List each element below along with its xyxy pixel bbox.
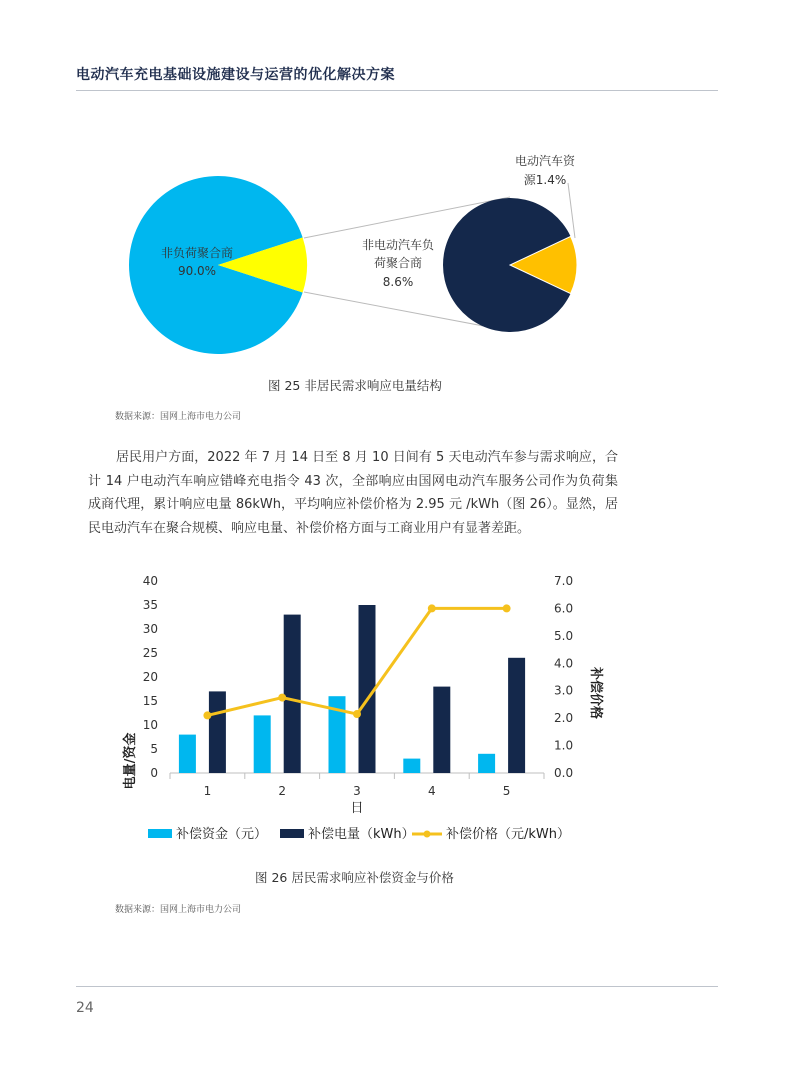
running-header-title: 电动汽车充电基础设施建设与运营的优化解决方案 [76,67,395,83]
line-price-point [353,710,361,718]
combo-bar-line-chart [0,568,793,858]
x-axis-label: 日 [350,801,364,816]
y2-axis-label: 补偿价格 [588,666,603,720]
x-tick-label: 2 [278,784,287,798]
legend-marker-price [424,831,431,838]
main-pie [129,176,307,354]
leader-line-ev [568,183,575,238]
x-tick-label: 4 [427,784,436,798]
y2-tick-label: 3.0 [554,683,574,698]
bar-energy [433,687,450,773]
bar-funds [179,735,196,773]
body-paragraph: 居民用户方面，2022 年 7 月 14 日至 8 月 10 日间有 5 天电动汽车参与需求响应，合计 14 户电动汽车响应错峰充电指令 43 次，全部响应由国网电动汽车服务公司作为负荷集成商代理，累计响应电量 86kWh，平均响应补偿价格为 2.95 元 /kWh（图 26）。显然，居民电动汽车在聚合规模、响应电量、补偿价格方面与工商业用户有显著差距。 [88,450,618,536]
bar-energy [508,658,525,773]
footer-divider [76,986,718,987]
bar-energy [284,615,301,773]
page-number: 24 [76,1000,94,1016]
pie-label-ev-line2: 源1.4% [523,173,567,187]
y2-tick-label: 2.0 [554,711,574,726]
pie-label-ev-line1: 电动汽车资 [514,154,576,168]
line-price [207,608,506,715]
legend [148,826,570,842]
y-tick-label: 0 [150,766,158,780]
bar-funds [403,759,420,773]
y2-tick-label: 6.0 [554,601,574,616]
y-tick-label: 5 [150,742,158,756]
pie-label-main-value: 90.0% [177,264,217,278]
secondary-pie [443,198,577,332]
figure26-caption: 图 26 居民需求响应补偿资金与价格 [255,870,454,885]
line-price-point [203,711,211,719]
y2-tick-label: 4.0 [554,656,574,671]
y-tick-label: 15 [142,694,158,708]
pie-label-main-name: 非负荷聚合商 [160,246,234,260]
y-tick-label: 10 [142,718,158,732]
bar-energy [209,691,226,773]
y-tick-label: 30 [142,622,158,636]
pie-label-nonev-line1: 非电动汽车负 [361,238,435,252]
legend-label-funds: 补偿资金（元） [176,827,268,842]
y2-tick-label: 1.0 [554,738,574,753]
y2-tick-label: 7.0 [554,574,574,588]
line-price-point [428,604,436,612]
y-tick-label: 25 [142,646,158,660]
x-tick-label: 3 [353,784,361,798]
figure26-source: 数据来源：国网上海市电力公司 [115,905,242,915]
line-price-point [503,604,511,612]
bar-funds [254,715,271,773]
x-tick-label: 1 [203,784,212,798]
legend-swatch-energy [280,829,304,838]
figure25-caption: 图 25 非居民需求响应电量结构 [268,378,442,393]
pie-label-nonev-value: 8.6% [382,275,414,289]
y-tick-label: 20 [142,670,158,684]
pie-of-pie-chart [0,0,793,370]
y-axis-label: 电量/资金 [123,732,138,790]
legend-label-energy: 补偿电量（kWh） [308,827,415,842]
pie-label-nonev-line2: 荷聚合商 [373,256,423,270]
y-tick-label: 35 [142,598,158,612]
x-tick-label: 5 [502,784,511,798]
figure25-source: 数据来源：国网上海市电力公司 [115,412,242,422]
legend-swatch-funds [148,829,172,838]
line-price-point [278,694,286,702]
y2-tick-label: 5.0 [554,628,574,643]
legend-label-price: 补偿价格（元/kWh） [446,827,571,842]
bar-funds [478,754,495,773]
y-tick-label: 40 [142,574,158,588]
y2-tick-label: 0.0 [554,766,574,780]
